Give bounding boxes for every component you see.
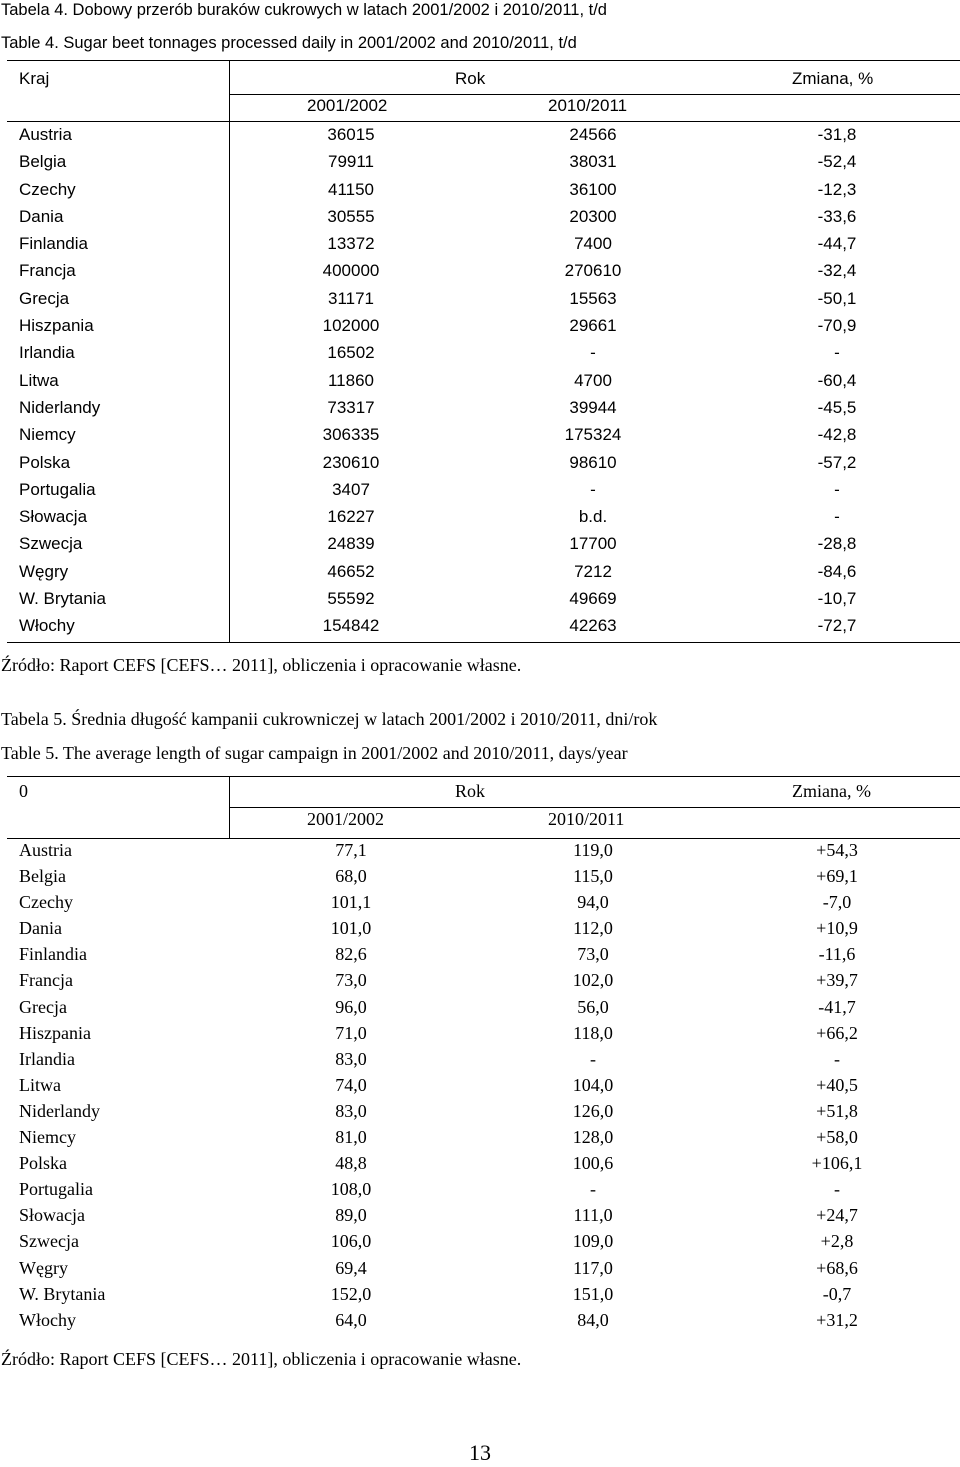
value-2010-cell: 36100 bbox=[569, 179, 617, 199]
country-cell: Niemcy bbox=[19, 1127, 76, 1148]
value-2001-cell: 108,0 bbox=[330, 1179, 372, 1200]
value-2010-cell: - bbox=[590, 1048, 596, 1069]
value-2010-cell: 42263 bbox=[569, 616, 617, 636]
country-cell: Francja bbox=[19, 970, 73, 991]
change-cell: -31,8 bbox=[817, 125, 857, 144]
value-2010-cell: - bbox=[590, 479, 596, 499]
country-cell: Litwa bbox=[19, 1074, 61, 1095]
table5-source-note: Źródło: Raport CEFS [CEFS… 2011], obliczenia i opracowanie własne. bbox=[1, 1349, 522, 1369]
value-2010-cell: 175324 bbox=[564, 425, 622, 445]
change-cell: - bbox=[834, 479, 840, 499]
change-cell: -10,7 bbox=[817, 589, 857, 609]
value-2010-cell: 119,0 bbox=[573, 840, 613, 860]
table-row bbox=[0, 1258, 960, 1284]
value-2010-cell: 117,0 bbox=[573, 1257, 613, 1278]
country-cell: Niemcy bbox=[19, 425, 76, 445]
value-2010-cell: 39944 bbox=[569, 397, 617, 417]
value-2010-cell: 15563 bbox=[569, 288, 617, 308]
country-cell: W. Brytania bbox=[19, 1283, 106, 1304]
value-2001-cell: 83,0 bbox=[335, 1100, 367, 1121]
change-cell: +69,1 bbox=[816, 866, 858, 887]
value-2001-cell: 16227 bbox=[327, 507, 375, 527]
value-2001-cell: 89,0 bbox=[335, 1205, 367, 1226]
value-2001-cell: 68,0 bbox=[335, 866, 367, 887]
country-cell: Czechy bbox=[19, 892, 73, 913]
country-cell: Węgry bbox=[19, 561, 69, 581]
country-cell: Słowacja bbox=[19, 1205, 85, 1226]
value-2010-cell: 56,0 bbox=[577, 996, 609, 1017]
table5-caption-en: Table 5. The average length of sugar campaign in 2001/2002 and 2010/2011, days/year bbox=[1, 743, 628, 763]
change-cell: -60,4 bbox=[817, 370, 857, 390]
table-row bbox=[0, 1284, 960, 1310]
value-2001-cell: 306335 bbox=[322, 425, 380, 445]
table-row bbox=[0, 180, 960, 207]
table5-header-year2: 2010/2011 bbox=[548, 809, 625, 829]
value-2001-cell: 106,0 bbox=[330, 1231, 372, 1252]
table4-header-year1: 2001/2002 bbox=[307, 96, 388, 115]
change-cell: - bbox=[834, 507, 840, 527]
table-row bbox=[0, 562, 960, 589]
value-2010-cell: 98610 bbox=[569, 452, 617, 472]
value-2010-cell: 7400 bbox=[574, 234, 612, 254]
table-row bbox=[0, 425, 960, 452]
country-cell: Finlandia bbox=[19, 234, 88, 254]
change-cell: -52,4 bbox=[817, 152, 857, 172]
value-2001-cell: 30555 bbox=[327, 206, 375, 226]
table4-header-year: Rok bbox=[455, 69, 486, 88]
value-2001-cell: 55592 bbox=[327, 589, 375, 609]
change-cell: +51,8 bbox=[816, 1100, 858, 1121]
country-cell: Irlandia bbox=[19, 1048, 75, 1069]
value-2010-cell: 94,0 bbox=[577, 892, 609, 913]
table-row bbox=[0, 589, 960, 616]
table-row bbox=[0, 1205, 960, 1231]
country-cell: Włochy bbox=[19, 616, 75, 636]
change-cell: -0,7 bbox=[822, 1283, 852, 1304]
table-row bbox=[0, 507, 960, 534]
value-2001-cell: 41150 bbox=[327, 179, 374, 199]
value-2001-cell: 101,1 bbox=[330, 892, 372, 913]
value-2010-cell: 49669 bbox=[569, 589, 617, 609]
value-2010-cell: 100,6 bbox=[572, 1153, 614, 1174]
value-2010-cell: 20300 bbox=[569, 206, 617, 226]
change-cell: -12,3 bbox=[817, 179, 857, 199]
change-cell: +66,2 bbox=[816, 1022, 858, 1043]
value-2010-cell: 102,0 bbox=[572, 970, 614, 991]
table-row bbox=[0, 343, 960, 370]
value-2001-cell: 230610 bbox=[322, 452, 380, 472]
value-2010-cell: 112,0 bbox=[573, 918, 613, 939]
table-row bbox=[0, 918, 960, 944]
table-row bbox=[0, 316, 960, 343]
change-cell: -41,7 bbox=[818, 996, 856, 1017]
table5-header-rule bbox=[7, 838, 960, 839]
change-cell: -28,8 bbox=[817, 534, 857, 554]
value-2001-cell: 73317 bbox=[327, 397, 375, 417]
country-cell: Portugalia bbox=[19, 479, 96, 499]
country-cell: Francja bbox=[19, 261, 76, 281]
table-row bbox=[0, 1153, 960, 1179]
value-2001-cell: 101,0 bbox=[330, 918, 372, 939]
change-cell: - bbox=[834, 1179, 840, 1200]
table-row bbox=[0, 1049, 960, 1075]
table-row bbox=[0, 398, 960, 425]
table-row bbox=[0, 125, 960, 152]
change-cell: +106,1 bbox=[811, 1153, 863, 1174]
value-2001-cell: 31171 bbox=[327, 288, 374, 308]
value-2001-cell: 71,0 bbox=[335, 1022, 367, 1043]
table4-header-year2: 2010/2011 bbox=[548, 96, 628, 115]
table5-caption-pl: Tabela 5. Średnia długość kampanii cukrowniczej w latach 2001/2002 i 2010/2011, dni/rok bbox=[1, 709, 658, 729]
change-cell: -84,6 bbox=[817, 561, 857, 581]
value-2010-cell: 84,0 bbox=[577, 1309, 609, 1330]
value-2010-cell: 17700 bbox=[569, 534, 617, 554]
table5-top-rule bbox=[7, 776, 960, 777]
table-row bbox=[0, 1127, 960, 1153]
value-2010-cell: 128,0 bbox=[572, 1127, 614, 1148]
table-row bbox=[0, 234, 960, 261]
change-cell: +24,7 bbox=[816, 1205, 858, 1226]
table-row bbox=[0, 997, 960, 1023]
value-2010-cell: 111,0 bbox=[573, 1205, 613, 1226]
table-row bbox=[0, 289, 960, 316]
table4-header-mid-rule bbox=[229, 94, 960, 95]
table-row bbox=[0, 1310, 960, 1336]
change-cell: -70,9 bbox=[817, 316, 857, 336]
value-2001-cell: 48,8 bbox=[335, 1153, 367, 1174]
change-cell: +58,0 bbox=[816, 1127, 858, 1148]
change-cell: +54,3 bbox=[816, 840, 858, 860]
change-cell: +10,9 bbox=[816, 918, 858, 939]
table-row bbox=[0, 1023, 960, 1049]
table4-header-change: Zmiana, % bbox=[792, 69, 874, 88]
change-cell: +68,6 bbox=[816, 1257, 858, 1278]
value-2010-cell: 109,0 bbox=[572, 1231, 614, 1252]
country-cell: Szwecja bbox=[19, 534, 83, 554]
table4-caption-en: Table 4. Sugar beet tonnages processed daily in 2001/2002 and 2010/2011, t/d bbox=[1, 34, 577, 52]
value-2010-cell: - bbox=[590, 343, 596, 363]
table-row bbox=[0, 892, 960, 918]
change-cell: -44,7 bbox=[817, 234, 857, 254]
table4-body bbox=[0, 125, 960, 644]
value-2001-cell: 69,4 bbox=[335, 1257, 367, 1278]
country-cell: Belgia bbox=[19, 866, 66, 887]
value-2001-cell: 74,0 bbox=[335, 1074, 367, 1095]
country-cell: Belgia bbox=[19, 152, 67, 172]
change-cell: -42,8 bbox=[817, 425, 857, 445]
table5-header-change: Zmiana, % bbox=[792, 781, 871, 801]
table-row bbox=[0, 970, 960, 996]
table-row bbox=[0, 534, 960, 561]
country-cell: Austria bbox=[19, 840, 72, 860]
country-cell: W. Brytania bbox=[19, 589, 106, 609]
value-2001-cell: 11860 bbox=[327, 370, 374, 390]
table4-source-note: Źródło: Raport CEFS [CEFS… 2011], obliczenia i opracowanie własne. bbox=[1, 655, 522, 675]
value-2010-cell: 270610 bbox=[564, 261, 622, 281]
country-cell: Dania bbox=[19, 918, 62, 939]
country-cell: Niderlandy bbox=[19, 397, 101, 417]
value-2001-cell: 154842 bbox=[322, 616, 380, 636]
country-cell: Niderlandy bbox=[19, 1100, 100, 1121]
country-cell: Irlandia bbox=[19, 343, 75, 363]
value-2001-cell: 73,0 bbox=[335, 970, 367, 991]
value-2010-cell: 4700 bbox=[574, 370, 612, 390]
value-2001-cell: 24839 bbox=[327, 534, 375, 554]
change-cell: +39,7 bbox=[816, 970, 858, 991]
value-2001-cell: 3407 bbox=[332, 479, 370, 499]
value-2001-cell: 102000 bbox=[322, 316, 380, 336]
country-cell: Finlandia bbox=[19, 944, 87, 965]
value-2010-cell: 38031 bbox=[569, 152, 617, 172]
table4-header-rule bbox=[7, 121, 960, 122]
value-2001-cell: 82,6 bbox=[335, 944, 367, 965]
change-cell: +31,2 bbox=[816, 1309, 858, 1330]
table-row bbox=[0, 480, 960, 507]
country-cell: Szwecja bbox=[19, 1231, 79, 1252]
country-cell: Włochy bbox=[19, 1309, 76, 1330]
table5-header-country: 0 bbox=[19, 781, 28, 801]
change-cell: -57,2 bbox=[817, 452, 857, 472]
table5-header-year: Rok bbox=[455, 781, 486, 801]
country-cell: Grecja bbox=[19, 288, 70, 308]
value-2001-cell: 81,0 bbox=[335, 1127, 367, 1148]
country-cell: Hiszpania bbox=[19, 316, 94, 336]
value-2010-cell: 29661 bbox=[569, 316, 617, 336]
country-cell: Czechy bbox=[19, 179, 76, 199]
country-cell: Węgry bbox=[19, 1257, 68, 1278]
table-row bbox=[0, 207, 960, 234]
country-cell: Litwa bbox=[19, 370, 59, 390]
change-cell: -50,1 bbox=[817, 288, 857, 308]
value-2010-cell: 7212 bbox=[574, 561, 612, 581]
value-2001-cell: 83,0 bbox=[335, 1048, 367, 1069]
table-row bbox=[0, 866, 960, 892]
value-2010-cell: 24566 bbox=[569, 125, 617, 144]
change-cell: - bbox=[834, 1048, 840, 1069]
table5-header-year1: 2001/2002 bbox=[307, 809, 385, 829]
value-2001-cell: 64,0 bbox=[335, 1309, 367, 1330]
value-2001-cell: 46652 bbox=[327, 561, 375, 581]
value-2010-cell: 104,0 bbox=[572, 1074, 614, 1095]
change-cell: +40,5 bbox=[816, 1074, 858, 1095]
change-cell: - bbox=[834, 343, 840, 363]
table-row bbox=[0, 944, 960, 970]
table5-body bbox=[0, 840, 960, 1336]
table5-header-mid-rule bbox=[229, 807, 960, 808]
value-2010-cell: b.d. bbox=[578, 507, 608, 527]
country-cell: Słowacja bbox=[19, 507, 88, 527]
value-2001-cell: 79911 bbox=[327, 152, 374, 172]
change-cell: -7,0 bbox=[822, 892, 852, 913]
table-row bbox=[0, 1075, 960, 1101]
value-2001-cell: 96,0 bbox=[335, 996, 367, 1017]
value-2010-cell: 73,0 bbox=[577, 944, 609, 965]
table-row bbox=[0, 261, 960, 288]
value-2001-cell: 77,1 bbox=[335, 840, 367, 860]
value-2010-cell: 126,0 bbox=[572, 1100, 614, 1121]
table-row bbox=[0, 616, 960, 643]
table-row bbox=[0, 840, 960, 866]
table-row bbox=[0, 152, 960, 179]
country-cell: Polska bbox=[19, 452, 71, 472]
value-2001-cell: 16502 bbox=[327, 343, 375, 363]
country-cell: Portugalia bbox=[19, 1179, 93, 1200]
table4-bottom-rule bbox=[7, 642, 960, 643]
change-cell: -45,5 bbox=[817, 397, 857, 417]
country-cell: Austria bbox=[19, 125, 72, 144]
value-2001-cell: 400000 bbox=[322, 261, 380, 281]
change-cell: -33,6 bbox=[817, 206, 857, 226]
table-row bbox=[0, 1101, 960, 1127]
value-2010-cell: 115,0 bbox=[573, 866, 613, 887]
table-row bbox=[0, 453, 960, 480]
value-2001-cell: 36015 bbox=[327, 125, 375, 144]
value-2010-cell: 151,0 bbox=[572, 1283, 614, 1304]
change-cell: -11,6 bbox=[818, 944, 856, 965]
country-cell: Grecja bbox=[19, 996, 67, 1017]
table4-top-rule bbox=[7, 60, 960, 61]
country-cell: Polska bbox=[19, 1153, 68, 1174]
country-cell: Dania bbox=[19, 206, 64, 226]
table-row bbox=[0, 1179, 960, 1205]
value-2010-cell: - bbox=[590, 1179, 596, 1200]
change-cell: -32,4 bbox=[817, 261, 857, 281]
value-2001-cell: 152,0 bbox=[330, 1283, 372, 1304]
change-cell: -72,7 bbox=[817, 616, 857, 636]
country-cell: Hiszpania bbox=[19, 1022, 91, 1043]
page-number: 13 bbox=[469, 1440, 491, 1465]
table4-header-country: Kraj bbox=[19, 69, 50, 88]
table4-caption-pl: Tabela 4. Dobowy przerób buraków cukrowych w latach 2001/2002 i 2010/2011, t/d bbox=[1, 1, 607, 19]
value-2010-cell: 118,0 bbox=[573, 1022, 613, 1043]
value-2001-cell: 13372 bbox=[327, 234, 375, 254]
table-row bbox=[0, 371, 960, 398]
change-cell: +2,8 bbox=[820, 1231, 854, 1252]
table-row bbox=[0, 1231, 960, 1257]
